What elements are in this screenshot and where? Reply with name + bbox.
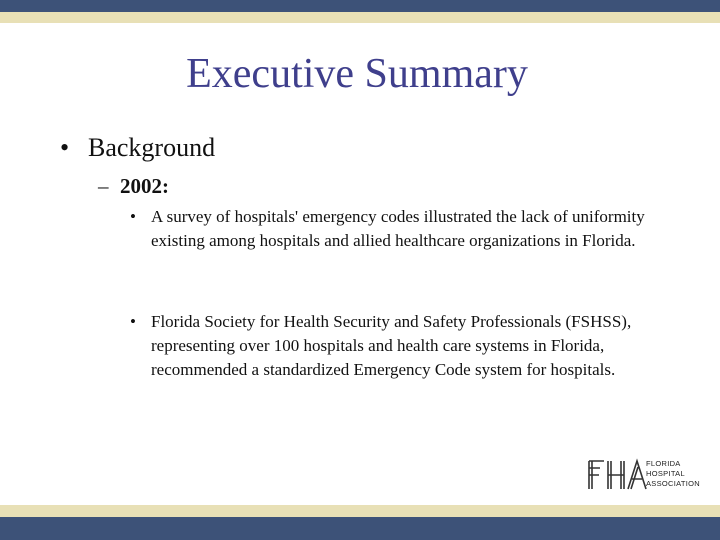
sub-bullet-2002 <box>98 172 169 200</box>
fha-logo-letters: FHA <box>587 489 594 493</box>
point-fshss-text: Florida Society for Health Security and Safety Professionals (FSHSS), representing over 100 hospitals and health care systems in Florida, recommended a standardized Emergency Code system for hospitals. <box>151 312 632 379</box>
fha-logo <box>586 455 708 495</box>
sub-bullet-2002-text: 2002: <box>120 174 169 198</box>
logo-line-hospital: HOSPITAL <box>646 469 685 478</box>
point-fshss <box>130 310 670 382</box>
point-marker: • <box>130 312 136 331</box>
fha-logo-mark <box>586 457 648 493</box>
point-marker: • <box>130 207 136 226</box>
bottom-beige-band <box>0 505 720 517</box>
fha-logo-wordmark <box>646 459 700 489</box>
bullet-background <box>60 132 215 164</box>
slide-title: Executive Summary <box>186 51 528 97</box>
bottom-navy-band <box>0 517 720 540</box>
logo-line-florida: FLORIDA <box>646 459 681 468</box>
bullet-background-text: Background <box>88 133 216 162</box>
top-beige-band <box>0 12 720 23</box>
logo-line-association: ASSOCIATION <box>646 479 701 488</box>
point-survey <box>130 205 670 253</box>
point-survey-text: A survey of hospitals' emergency codes illustrated the lack of uniformity existing among hospitals and allied healthcare organizations in Florida. <box>151 207 645 250</box>
dash-marker: – <box>98 174 109 198</box>
bullet-marker: • <box>60 133 70 162</box>
top-navy-band <box>0 0 720 12</box>
